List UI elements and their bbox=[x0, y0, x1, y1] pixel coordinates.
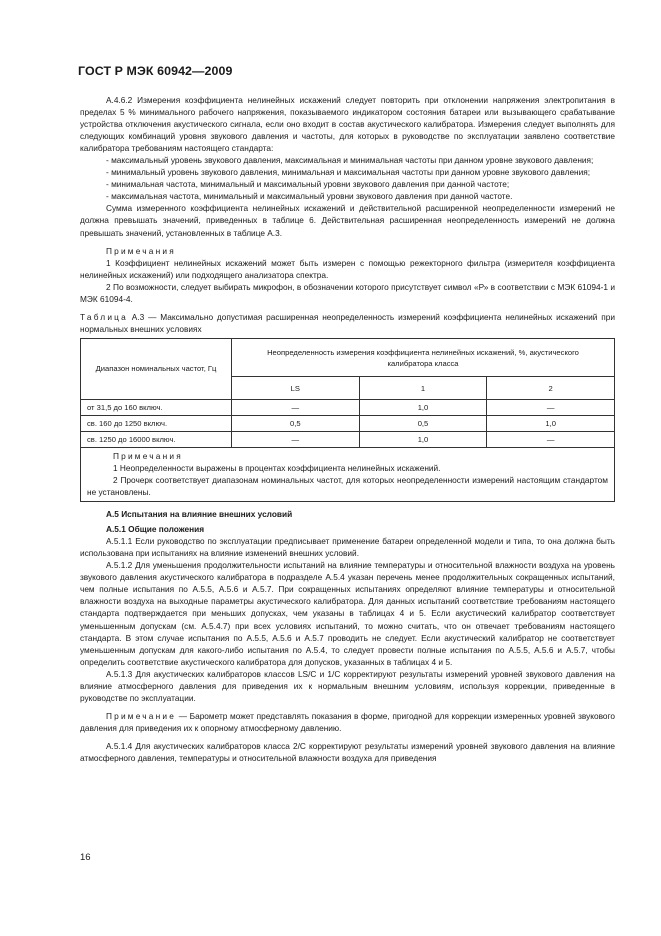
table-cell: — bbox=[487, 399, 615, 415]
table-cell: — bbox=[232, 399, 360, 415]
table-cell: 1,0 bbox=[359, 431, 487, 447]
table-caption-label: Таблица bbox=[80, 311, 128, 322]
note-label: Примечание bbox=[106, 710, 177, 721]
column-header-group: Неопределенность измерения коэффициента нелинейных искажений, %, акустического калибратора класса bbox=[232, 338, 615, 376]
table-note-item: 2 Прочерк соответствует диапазонам номинальных частот, для которых неопределенности измерений настоящим стандартом не установлены. bbox=[87, 474, 608, 498]
table-cell: 0,5 bbox=[359, 415, 487, 431]
column-header-class: 1 bbox=[359, 377, 487, 400]
table-cell: св. 1250 до 16000 включ. bbox=[81, 431, 232, 447]
list-item: - минимальная частота, минимальный и максимальный уровни звукового давления при данной частоте; bbox=[106, 179, 510, 190]
table-notes-title: Примечания bbox=[113, 450, 183, 461]
page-body bbox=[80, 94, 615, 764]
column-header-class: 2 bbox=[487, 377, 615, 400]
notes-title: Примечания bbox=[106, 245, 176, 256]
table-caption-text: А.3 — Максимально допустимая расширенная неопределенность измерений коэффициента нелинейных искажений при нормальных внешних условиях bbox=[80, 311, 615, 334]
column-header-range: Диапазон номинальных частот, Гц bbox=[81, 338, 232, 399]
table-cell: от 31,5 до 160 включ. bbox=[81, 399, 232, 415]
table-cell: — bbox=[232, 431, 360, 447]
table-cell: св. 160 до 1250 включ. bbox=[81, 415, 232, 431]
note-text: — Барометр может представлять показания в форме, пригодной для коррекции измеренных уровней звукового давления для приведения их к опорному атмосферному давлению. bbox=[80, 710, 615, 733]
page-number: 16 bbox=[80, 852, 91, 863]
list-item: - максимальный уровень звукового давления, максимальная и минимальная частоты при данном уровне звукового давления; bbox=[106, 155, 594, 166]
paragraph-a511: А.5.1.1 Если руководство по эксплуатации предписывает применение батареи определенной модели и типа, то она должна быть использована при испытаниях на влияние изменений внешних условий. bbox=[80, 536, 615, 559]
table-caption bbox=[80, 311, 615, 335]
note-item: 1 Коэффициент нелинейных искажений может быть измерен с помощью режекторного фильтра (измерителя коэффициента нелинейных искажений) или подходящего анализатора спектра. bbox=[80, 257, 615, 280]
table-row bbox=[81, 431, 615, 447]
table-cell: 1,0 bbox=[359, 399, 487, 415]
paragraph-sum: Сумма измеренного коэффициента нелинейных искажений и действительной расширенной неопределенности измерений не должна превышать значений, приведенных в таблице 6. Действительная расширенная неопределенность измерений не должна превышать значений, установленных в таблице А.3. bbox=[80, 203, 615, 238]
list-item: - минимальный уровень звукового давления, минимальная и максимальная частоты при данном уровне звукового давления; bbox=[106, 167, 591, 178]
table-note-item: 1 Неопределенности выражены в процентах коэффициента нелинейных искажений. bbox=[113, 462, 441, 473]
table-row bbox=[81, 399, 615, 415]
subsection-heading-a51: А.5.1 Общие положения bbox=[106, 524, 205, 535]
table-notes bbox=[80, 448, 615, 502]
note-paragraph bbox=[80, 710, 615, 734]
paragraph-a513: А.5.1.3 Для акустических калибраторов классов LS/C и 1/C корректируют результаты измерений уровней звукового давления на влияние атмосферного давления для приведения их к нормальным внешним условиям, используя коррекции, приведенные в руководстве по эксплуатации. bbox=[80, 668, 615, 703]
table-cell: — bbox=[487, 431, 615, 447]
paragraph-a462: А.4.6.2 Измерения коэффициента нелинейных искажений следует повторить при отклонении напряжения электропитания в пределах 5 % минимального рабочего напряжения, показываемого индикатором состояния батареи или вызывающего срабатывание устройства отключения акустического сигнала, если оно входит в состав акустического калибратора. Измерения следует выполнять для следующих комбинаций уровня звукового давления и частоты, для которых в руководстве по эксплуатации заявлено соответствие калибратора требованиям настоящего стандарта: bbox=[80, 95, 615, 154]
note-item: 2 По возможности, следует выбирать микрофон, в обозначении которого присутствует символ «Р» в соответствии с МЭК 61094-1 и МЭК 61094-4. bbox=[80, 281, 615, 304]
paragraph-a512: А.5.1.2 Для уменьшения продолжительности испытаний на влияние температуры и относительной влажности воздуха на уровень звукового давления акустического калибратора в подразделе А.5.4 указан перечень менее продолжительных сокращенных испытаний, чем полные испытания по А.5.5, А.5.6 и А.5.7. При сокращенных испытаниях определяют влияние температуры и относительной влажности воздуха на выходные параметры акустического калибратора. Для данных испытаний соответствие требованиям настоящего стандарта подтверждается при меньших допусках, чем указаны в таблицах 4 и 5. Если акустический калибратор соответствует уменьшенным допускам (см. А.5.4.7) при всех условиях испытаний, то можно считать, что он отвечает требованиям настоящего стандарта. В этом случае испытания по А.5.5, А.5.6 и А.5.7 проводить не следует. Если акустический калибратор не соответствует уменьшенным допускам для какого-либо испытания по А.5.4, то следует провести полные испытания по А.5.5, А.5.6 и А.5.7, чтобы определить соответствие акустического калибратора для допусков, указанных в таблицах 4 и 5. bbox=[80, 560, 615, 667]
table-row bbox=[81, 415, 615, 431]
uncertainty-table bbox=[80, 338, 615, 448]
paragraph-a514: А.5.1.4 Для акустических калибраторов класса 2/С корректируют результаты измерений уровней звукового давления на влияние атмосферного давления, температуры и относительной влажности воздуха для приведения bbox=[80, 740, 615, 763]
table-cell: 0,5 bbox=[232, 415, 360, 431]
list-item: - максимальная частота, минимальный и максимальный уровни звукового давления при данной частоте. bbox=[106, 191, 513, 202]
page-header: ГОСТ Р МЭК 60942—2009 bbox=[78, 64, 233, 78]
section-heading-a5: А.5 Испытания на влияние внешних условий bbox=[106, 509, 293, 520]
table-cell: 1,0 bbox=[487, 415, 615, 431]
column-header-class: LS bbox=[232, 377, 360, 400]
